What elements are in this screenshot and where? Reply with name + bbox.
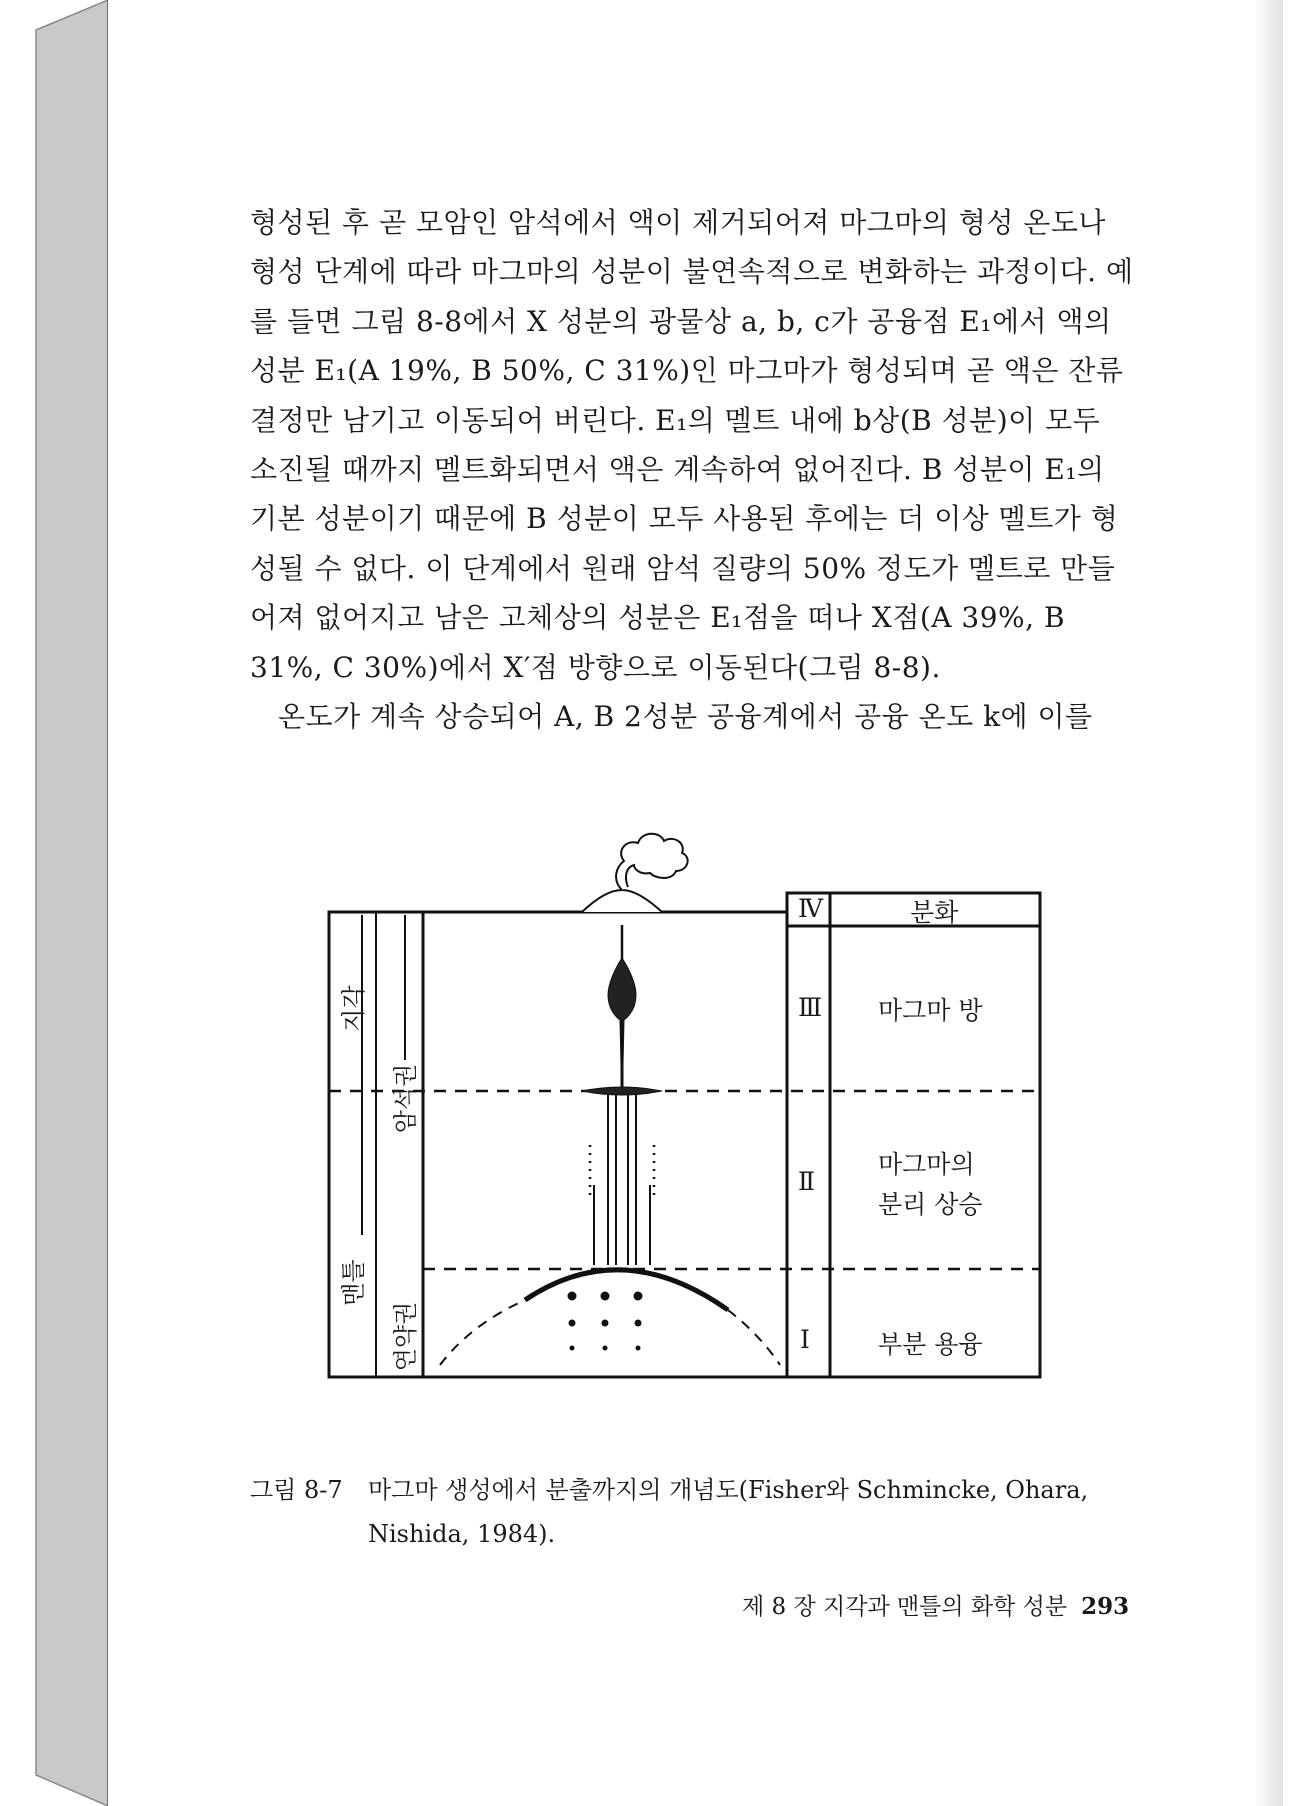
caption-text: 마그마 생성에서 분출까지의 개념도(Fisher와 Schmincke, Ohara,: [368, 1476, 1089, 1504]
body-line: 형성 단계에 따라 마그마의 성분이 불연속적으로 변화하는 과정이다. 예: [250, 255, 1134, 289]
stage-numeral-ii: Ⅱ: [798, 1167, 815, 1196]
stage-numeral-iii: Ⅲ: [798, 993, 823, 1022]
body-line: 31%, C 30%)에서 X′점 방향으로 이동된다(그림 8-8).: [250, 650, 941, 684]
body-line: 성분 E₁(A 19%, B 50%, C 31%)인 마그마가 형성되며 곧 액은 잔류: [250, 354, 1124, 388]
body-line: 결정만 남기고 이동되어 버린다. E₁의 멜트 내에 b상(B 성분)이 모두: [250, 403, 1101, 437]
body-line: 를 들면 그림 8-8에서 X 성분의 광물상 a, b, c가 공융점 E₁에서 액의: [250, 304, 1112, 338]
body-text: [250, 198, 1150, 741]
page-number: 293: [1081, 1593, 1130, 1620]
body-line: 온도가 계속 상승되어 A, B 2성분 공융계에서 공융 온도 k에 이를: [278, 700, 1093, 734]
label-crust: 지각: [339, 985, 368, 1032]
stage-numeral-i: Ⅰ: [800, 1325, 810, 1354]
stage-label-magma-chamber: 마그마 방: [878, 996, 983, 1025]
body-line: 성될 수 없다. 이 단계에서 원래 암석 질량의 50% 정도가 멜트로 만들: [250, 551, 1116, 585]
chapter-title: 제 8 장 지각과 맨틀의 화학 성분: [742, 1594, 1068, 1620]
body-line: 기본 성분이기 때문에 B 성분이 모두 사용된 후에는 더 이상 멜트가 형: [250, 502, 1119, 536]
stage-header: 분화: [910, 898, 959, 927]
page-edge-shadow: [1255, 0, 1283, 1806]
stage-label-separation-line2: 분리 상승: [878, 1190, 983, 1219]
body-line: 소진될 때까지 멜트화되면서 액은 계속하여 없어진다. B 성분이 E₁의: [250, 453, 1105, 487]
page-footer: [742, 1588, 1129, 1621]
figure-magma-diagram: [320, 795, 1050, 1445]
caption-number: 그림 8-7: [250, 1476, 343, 1504]
body-line: 어져 없어지고 남은 고체상의 성분은 E₁점을 떠나 X점(A 39%, B: [250, 601, 1066, 635]
stage-label-partial-melting: 부분 용융: [878, 1330, 983, 1359]
figure-caption: [250, 1468, 1150, 1556]
label-mantle: 맨틀: [339, 1259, 368, 1306]
stage-label-separation-line1: 마그마의: [878, 1150, 975, 1179]
caption-text-line2: Nishida, 1984).: [368, 1520, 556, 1548]
body-line: 형성된 후 곧 모암인 암석에서 액이 제거되어져 마그마의 형성 온도나: [250, 206, 1106, 239]
label-lithosphere: 암석권: [391, 1063, 420, 1134]
stage-numeral-iv: Ⅳ: [798, 894, 823, 923]
label-asthenosphere: 연약권: [391, 1301, 420, 1372]
